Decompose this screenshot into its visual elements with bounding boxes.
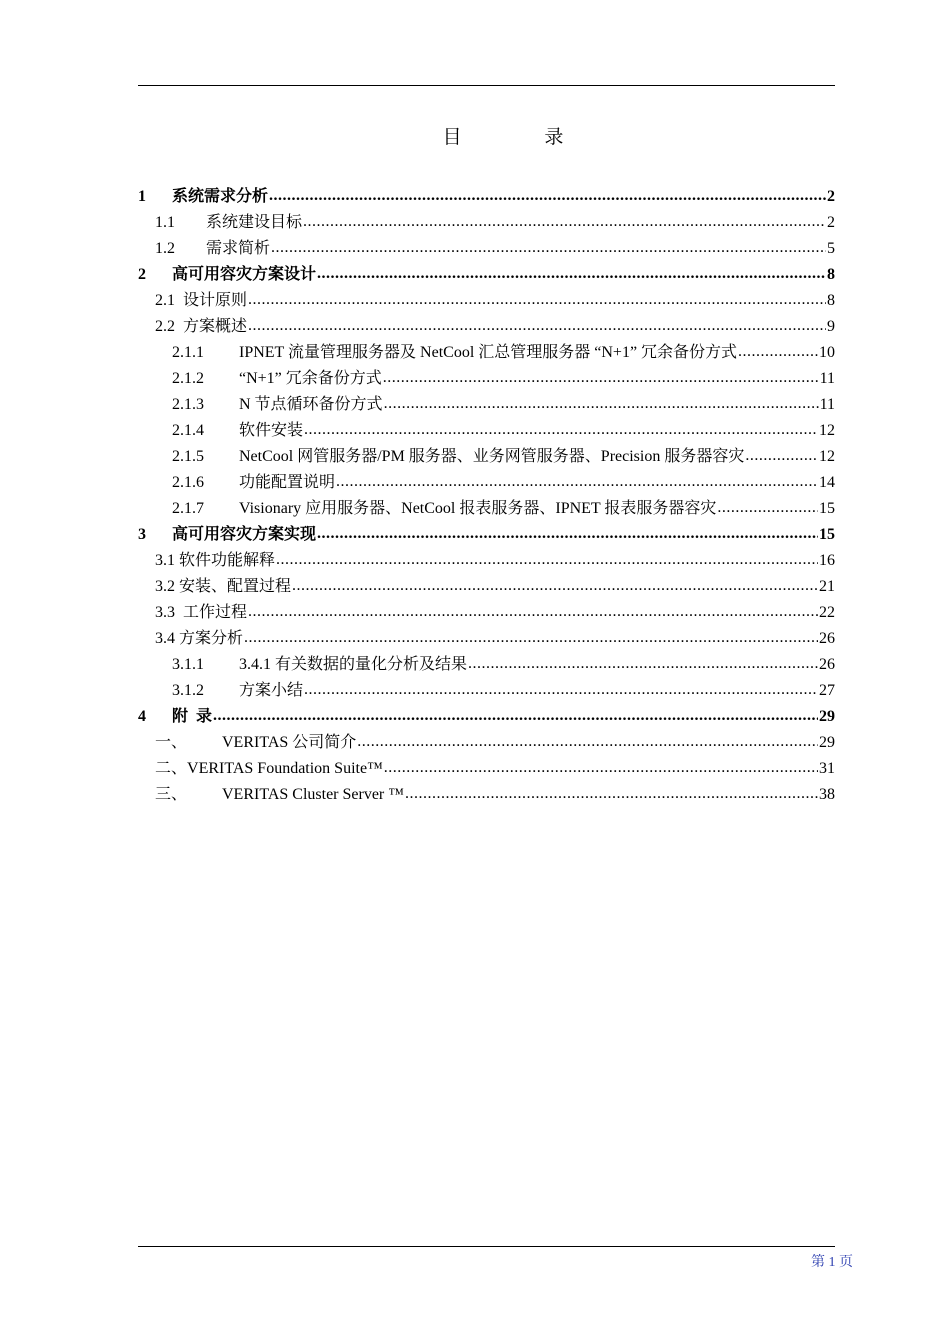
toc-dot-leader — [405, 781, 818, 807]
toc-entry[interactable] — [138, 626, 835, 652]
toc-entry-page: 5 — [827, 240, 835, 257]
toc-entry-page: 2 — [827, 214, 835, 231]
toc-dot-leader — [384, 391, 819, 417]
toc-entry-title: 高可用容灾方案设计 — [172, 266, 317, 283]
toc-entry[interactable] — [138, 314, 835, 340]
toc-entry-page: 16 — [819, 552, 835, 569]
toc-entry-page: 31 — [819, 760, 835, 777]
toc-entry-number: 3.1.2 — [172, 682, 204, 699]
toc-entry-number: 3 — [138, 526, 146, 543]
toc-entry-title: 系统建设目标 — [206, 214, 303, 231]
toc-entry-number: 2.1.6 — [172, 474, 204, 491]
toc-entry-title: 高可用容灾方案实现 — [172, 526, 317, 543]
toc-entry-title: 方案分析 — [179, 630, 244, 647]
toc-entry-number: 一、 — [155, 734, 188, 751]
page-number-footer: 第 1 页 — [811, 1255, 853, 1270]
toc-entry[interactable] — [138, 704, 835, 730]
toc-entry-number: 3.2 — [155, 578, 175, 595]
toc-title-char: 目 — [442, 127, 462, 148]
toc-entry-page: 29 — [819, 708, 835, 725]
toc-entry-title: 设计原则 — [183, 292, 248, 309]
toc-entry-number: 1.2 — [155, 240, 175, 257]
toc-entry-number: 1 — [138, 188, 146, 205]
toc-entry-title: 安装、配置过程 — [179, 578, 292, 595]
toc-entry[interactable] — [138, 340, 835, 366]
toc-entry-page: 9 — [827, 318, 835, 335]
toc-entry[interactable] — [138, 756, 835, 782]
toc-entry-number: 1.1 — [155, 214, 175, 231]
toc-dot-leader — [317, 521, 818, 547]
toc-dot-leader — [384, 755, 818, 781]
toc-dot-leader — [738, 339, 818, 365]
toc-entry-title: VERITAS 公司简介 — [222, 734, 357, 751]
toc-entry[interactable] — [138, 678, 835, 704]
toc-entry[interactable] — [138, 184, 835, 210]
toc-dot-leader — [271, 235, 826, 261]
toc-entry-title: 系统需求分析 — [172, 188, 269, 205]
toc-entry[interactable] — [138, 730, 835, 756]
toc-entry[interactable] — [138, 652, 835, 678]
toc-entry-page: 38 — [819, 786, 835, 803]
toc-entry-page: 27 — [819, 682, 835, 699]
table-of-contents — [138, 184, 835, 808]
toc-entry-title: 需求简析 — [206, 240, 271, 257]
toc-entry-page: 21 — [819, 578, 835, 595]
toc-entry[interactable] — [138, 418, 835, 444]
toc-entry-number: 2.1.1 — [172, 344, 204, 361]
toc-entry[interactable] — [138, 366, 835, 392]
toc-entry[interactable] — [138, 392, 835, 418]
toc-entry-page: 14 — [819, 474, 835, 491]
toc-entry-title: 附 录 — [172, 708, 213, 725]
toc-dot-leader — [317, 261, 826, 287]
toc-entry-title: 软件安装 — [239, 422, 304, 439]
toc-entry-title: 软件功能解释 — [179, 552, 276, 569]
toc-entry-number: 4 — [138, 708, 146, 725]
toc-dot-leader — [248, 599, 818, 625]
toc-dot-leader — [336, 469, 818, 495]
toc-entry-page: 2 — [827, 188, 835, 205]
toc-entry-page: 22 — [819, 604, 835, 621]
toc-dot-leader — [304, 417, 818, 443]
toc-dot-leader — [468, 651, 818, 677]
toc-dot-leader — [292, 573, 818, 599]
toc-entry-page: 26 — [819, 656, 835, 673]
toc-dot-leader — [303, 209, 826, 235]
toc-entry-title: Visionary 应用服务器、NetCool 报表服务器、IPNET 报表服务器容灾 — [239, 500, 717, 517]
toc-entry[interactable] — [138, 496, 835, 522]
toc-entry[interactable] — [138, 210, 835, 236]
toc-dot-leader — [248, 287, 826, 313]
toc-dot-leader — [276, 547, 818, 573]
toc-dot-leader — [745, 443, 818, 469]
toc-entry-number: 3.1 — [155, 552, 175, 569]
toc-entry[interactable] — [138, 522, 835, 548]
toc-entry-title: VERITAS Cluster Server ™ — [222, 786, 404, 803]
toc-entry-title: N 节点循环备份方式 — [239, 396, 383, 413]
toc-entry-title: 工作过程 — [183, 604, 248, 621]
toc-entry-number: 三、 — [155, 786, 188, 803]
toc-entry-number: 2 — [138, 266, 146, 283]
header-rule — [138, 85, 835, 86]
toc-entry-page: 11 — [819, 370, 835, 387]
toc-entry[interactable] — [138, 262, 835, 288]
toc-entry-number: 2.1.5 — [172, 448, 204, 465]
toc-entry[interactable] — [138, 236, 835, 262]
toc-entry-title: “N+1” 冗余备份方式 — [239, 370, 382, 387]
toc-entry[interactable] — [138, 574, 835, 600]
toc-entry-number: 2.1.7 — [172, 500, 204, 517]
toc-entry-page: 8 — [827, 292, 835, 309]
toc-dot-leader — [357, 729, 818, 755]
toc-entry[interactable] — [138, 444, 835, 470]
toc-entry-page: 12 — [819, 422, 835, 439]
toc-entry-number: 2.2 — [155, 318, 175, 335]
toc-entry-title: 方案小结 — [239, 682, 304, 699]
toc-entry-title: VERITAS Foundation Suite™ — [187, 760, 383, 777]
toc-entry-page: 29 — [819, 734, 835, 751]
toc-title-char: 录 — [544, 127, 564, 148]
toc-entry[interactable] — [138, 782, 835, 808]
toc-entry-title: 功能配置说明 — [239, 474, 336, 491]
toc-entry-number: 2.1.3 — [172, 396, 204, 413]
toc-entry-number: 3.3 — [155, 604, 175, 621]
toc-entry-page: 8 — [827, 266, 835, 283]
toc-entry-page: 12 — [819, 448, 835, 465]
toc-entry-number: 2.1.2 — [172, 370, 204, 387]
footer-rule — [138, 1246, 835, 1247]
toc-entry-number: 2.1 — [155, 292, 175, 309]
toc-entry-number: 二、 — [155, 760, 188, 777]
toc-entry-title: 3.4.1 有关数据的量化分析及结果 — [239, 656, 468, 673]
toc-dot-leader — [269, 183, 826, 209]
toc-entry-title: NetCool 网管服务器/PM 服务器、业务网管服务器、Precision 服务器容灾 — [239, 448, 745, 465]
toc-entry-title: 方案概述 — [183, 318, 248, 335]
toc-entry-number: 2.1.4 — [172, 422, 204, 439]
toc-dot-leader — [248, 313, 826, 339]
toc-dot-leader — [304, 677, 818, 703]
toc-entry[interactable] — [138, 288, 835, 314]
toc-entry[interactable] — [138, 600, 835, 626]
toc-dot-leader — [213, 703, 818, 729]
toc-entry-page: 15 — [819, 500, 835, 517]
toc-entry[interactable] — [138, 548, 835, 574]
toc-entry-page: 11 — [819, 396, 835, 413]
toc-title — [0, 122, 950, 149]
toc-entry-number: 3.4 — [155, 630, 175, 647]
toc-entry-title: IPNET 流量管理服务器及 NetCool 汇总管理服务器 “N+1” 冗余备份方式 — [239, 344, 738, 361]
toc-entry-number: 3.1.1 — [172, 656, 204, 673]
toc-dot-leader — [383, 365, 819, 391]
toc-entry-page: 26 — [819, 630, 835, 647]
toc-entry-page: 15 — [819, 526, 835, 543]
toc-entry-page: 10 — [819, 344, 835, 361]
toc-entry[interactable] — [138, 470, 835, 496]
toc-dot-leader — [717, 495, 818, 521]
toc-dot-leader — [244, 625, 818, 651]
